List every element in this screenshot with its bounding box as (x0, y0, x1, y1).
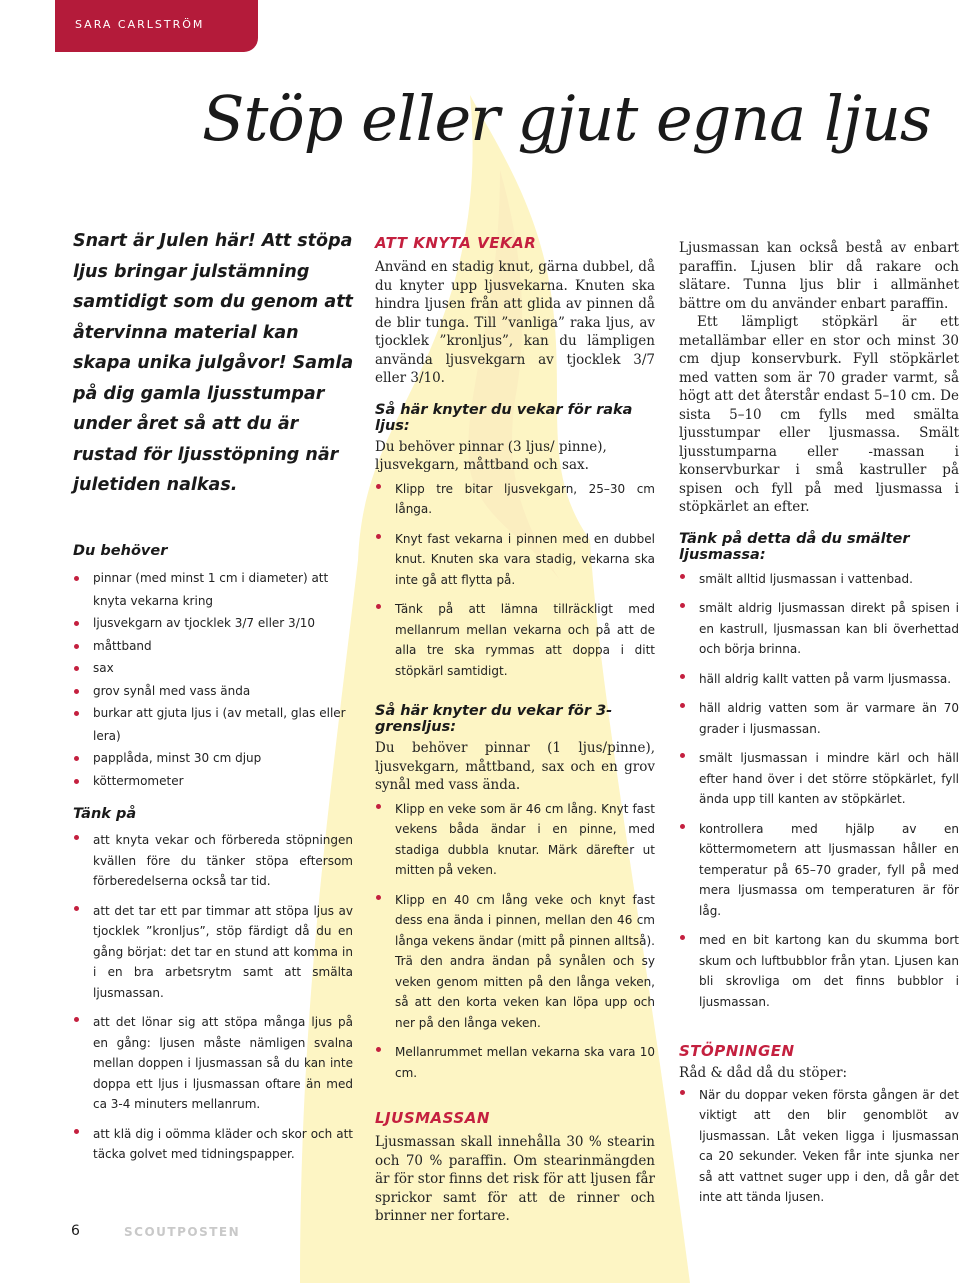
column-3 (679, 239, 959, 1208)
bullet-icon (680, 703, 685, 708)
bullet-icon (376, 804, 381, 809)
bullet-icon (376, 1047, 381, 1052)
list-item: att klä dig i oömma kläder och skor och att täcka golvet med tidningspapper. (73, 1124, 353, 1165)
list-item: Tänk på att lämna tillräckligt med mellanrum mellan vekarna och på att de alla tre ska rymmas att doppa i ditt stöpkärl samtidigt. (375, 599, 655, 681)
bullet-icon (680, 935, 685, 940)
list-item: burkar att gjuta ljus i (av metall, glas eller lera) (73, 702, 353, 747)
list-item: att det tar ett par timmar att stöpa ljus av tjocklek ”kronljus”, stöp färdigt då du en gång börjat: det tar en stund att komma in i en bra arbetsrytm samt att smälta ljusmassan. (73, 901, 353, 1004)
tank-pa-list (73, 830, 353, 1165)
list-item: att det lönar sig att stöpa många ljus på en gång: ljusen måste nämligen svalna mellan doppen i ljusmassan så du kan inte doppa ett ljus i ljusmassan oftare än med ca 3-4 minuters mellanrum. (73, 1012, 353, 1115)
list-item: häll aldrig kallt vatten på varm ljusmassa. (679, 669, 959, 690)
bullet-icon (74, 1129, 79, 1134)
list-item: papplåda, minst 30 cm djup (73, 747, 353, 770)
bullet-icon (376, 895, 381, 900)
list-item: grov synål med vass ända (73, 680, 353, 703)
list-item: Klipp tre bitar ljusvekgarn, 25–30 cm långa. (375, 479, 655, 520)
author-tab (55, 0, 258, 52)
column-2 (375, 234, 655, 1226)
ljusmassan-heading: LJUSMASSAN (375, 1109, 490, 1127)
du-behover-heading: Du behöver (73, 543, 168, 559)
grensljus-list (375, 799, 655, 1084)
bullet-icon (376, 604, 381, 609)
smalter-list (679, 569, 959, 1013)
ljusmassan-text: Ljusmassan skall innehålla 30 % stearin och 70 % paraffin. Om stearinmängden är för stor finns det risk för att ljusen får sprickor samt för att de rinner och brinner ner fortare. (375, 1134, 655, 1224)
list-item: kontrollera med hjälp av en köttermometern att ljusmassan håller en temperatur på 65–70 grader, fyll på med mera ljusmassa om temperaturen är för låg. (679, 819, 959, 922)
list-item: häll aldrig vatten som är varmare än 70 grader i ljusmassan. (679, 698, 959, 739)
bullet-icon (74, 711, 79, 716)
bullet-icon (376, 534, 381, 539)
list-item: köttermometer (73, 770, 353, 793)
bullet-icon (680, 603, 685, 608)
grensljus-text: Du behöver pinnar (1 ljus/pinne), ljusvekgarn, måttband, sax och en grov synål med vass ända. (375, 740, 655, 793)
list-item: smält ljusmassan i mindre kärl och häll efter hand över i det större stöpkärlet, fyll ända upp till kanten av stöpkärlet. (679, 748, 959, 810)
bullet-icon (74, 576, 79, 581)
author-name: SARA CARLSTRÖM (75, 18, 205, 31)
smalter-heading: Tänk på detta då du smälter ljusmassa: (679, 530, 910, 563)
bullet-icon (680, 574, 685, 579)
bullet-icon (680, 824, 685, 829)
knyta-vekar-heading: ATT KNYTA VEKAR (375, 234, 537, 252)
list-item: med en bit kartong kan du skumma bort skum och luftbubblor från ytan. Ljusen kan bli skrovliga om det finns bubblor i ljusmassan. (679, 930, 959, 1012)
bullet-icon (680, 753, 685, 758)
tank-pa-heading: Tänk på (73, 806, 137, 822)
intro-text: Snart är Julen här! Att stöpa ljus bringar julstämning samtidigt som du genom att återvinna material kan skapa unika julgåvor! Samla på dig gamla ljusstumpar under året så att du är rustad för ljusstöpning när juletiden nalkas. (73, 231, 354, 495)
raka-ljus-list (375, 479, 655, 682)
col4-para1: Ljusmassan kan också bestå av enbart paraffin. Ljusen blir då rakare och slätare. Tunna ljus blir i allmänhet bättre om du använder enbart paraffin. (679, 240, 959, 312)
list-item: Klipp en veke som är 46 cm lång. Knyt fast vekens båda ändar i en pinne, med stadiga dubbla knutar. Märk därefter ut mitten på veken. (375, 799, 655, 881)
du-behover-list (73, 567, 353, 792)
list-item: Klipp en 40 cm lång veke och knyt fast dess ena ända i pinnen, mellan den 46 cm långa vekens ändar (mitt på pinnen alltså). Trä den andra ändan på synålen och sy veken genom mitten på den långa veken, så att den korta veken kan löpa upp och ner på den långa veken. (375, 890, 655, 1034)
page-number: 6 (71, 1223, 80, 1239)
bullet-icon (376, 484, 381, 489)
raka-ljus-heading: Så här knyter du vekar för raka ljus: (375, 401, 633, 434)
bullet-icon (74, 835, 79, 840)
bullet-icon (74, 666, 79, 671)
knyta-vekar-text: Använd en stadig knut, gärna dubbel, då du knyter upp ljusvekarna. Knuten ska hindra ljusen från att glida av pinnen då de blir tunga. Till ”vanliga” raka ljus, av tjocklek ”kronljus”, kan du lämpligen använda ljusvekgarn av tjocklek 3/7 eller 3/10. (375, 259, 655, 386)
bullet-icon (74, 1017, 79, 1022)
list-item: pinnar (med minst 1 cm i diameter) att knyta vekarna kring (73, 567, 353, 612)
bullet-icon (74, 779, 79, 784)
bullet-icon (74, 756, 79, 761)
grensljus-heading: Så här knyter du vekar för 3-grensljus: (375, 703, 613, 735)
list-item: Mellanrummet mellan vekarna ska vara 10 cm. (375, 1042, 655, 1083)
tank-pa-section (73, 806, 353, 1165)
stopningen-heading: STÖPNINGEN (679, 1042, 795, 1060)
bullet-icon (680, 674, 685, 679)
list-item: att knyta vekar och förbereda stöpningen kvällen före du tänker stöpa eftersom förberedelserna också tar tid. (73, 830, 353, 892)
page-title: Stöp eller gjut egna ljus (202, 82, 931, 155)
bullet-icon (74, 689, 79, 694)
stopningen-text: Råd & dåd då du stöper: (679, 1065, 848, 1081)
list-item: ljusvekgarn av tjocklek 3/7 eller 3/10 (73, 612, 353, 635)
col4-para2: Ett lämpligt stöpkärl är ett metallämbar eller en stor och minst 30 cm djup konservburk. Fyll stöpkärlet med vatten som är 70 grader varmt, så högt att det återstår endast 5–10 cm. De sista 5–10 cm fylls med smälta ljusstumpar eller ljusmassa. Smält ljusstumparna eller -massan i konservburkar i små kastruller på spisen och fyll på med ljusmassa i stöpkärlet an efter. (679, 314, 959, 515)
list-item: sax (73, 657, 353, 680)
bullet-icon (74, 644, 79, 649)
stopningen-list (679, 1085, 959, 1208)
bullet-icon (74, 906, 79, 911)
list-item: smält aldrig ljusmassan direkt på spisen i en kastrull, ljusmassan kan bli överhettad och börja brinna. (679, 598, 959, 660)
list-item: måttband (73, 635, 353, 658)
bullet-icon (680, 1090, 685, 1095)
list-item: smält alltid ljusmassan i vattenbad. (679, 569, 959, 590)
du-behover-section (73, 543, 353, 792)
list-item: Knyt fast vekarna i pinnen med en dubbel knut. Knuten ska vara stadig, vekarna ska inte gå att flytta på. (375, 529, 655, 591)
magazine-name: SCOUTPOSTEN (124, 1225, 241, 1239)
raka-ljus-text: Du behöver pinnar (3 ljus/ pinne), ljusvekgarn, måttband och sax. (375, 438, 607, 473)
bullet-icon (74, 621, 79, 626)
list-item: När du doppar veken första gången är det viktigt att den blir genomblöt av ljusmassan. Låt veken ligga i ljusmassan ca 20 sekunder. Veken får inte sjunka ner så att vattnet suger upp i den, då går det inte att tända ljusen. (679, 1085, 959, 1208)
